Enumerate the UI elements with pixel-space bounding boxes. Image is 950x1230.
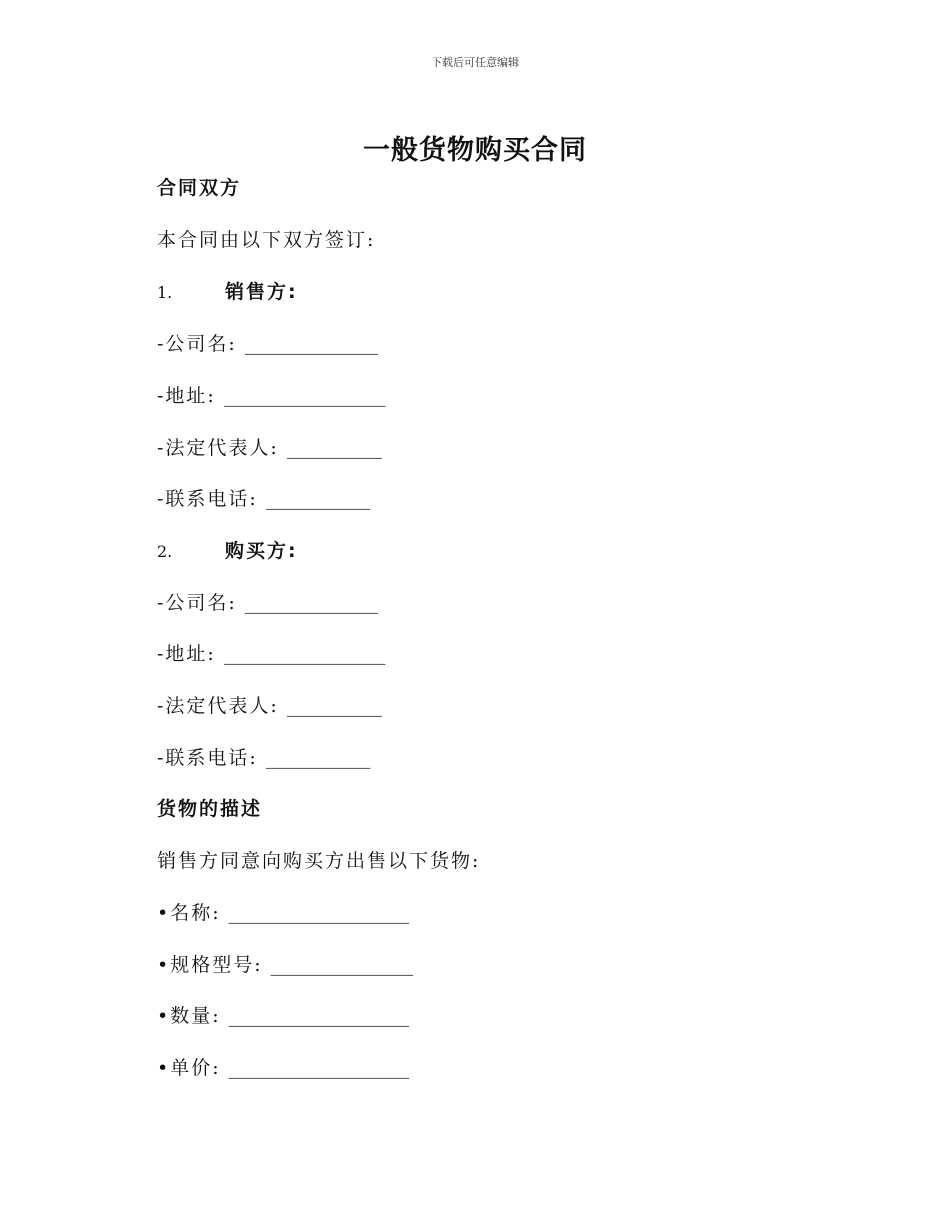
field-label: -法定代表人:: [157, 695, 279, 717]
buyer-field-legal-rep: [157, 694, 382, 718]
goods-intro: 销售方同意向购买方出售以下货物:: [157, 850, 481, 872]
document-title: 一般货物购买合同: [363, 135, 587, 166]
fill-in-blank[interactable]: ___________________: [228, 902, 410, 924]
seller-field-company: [157, 332, 378, 356]
section-heading-goods: 货物的描述: [157, 798, 263, 820]
field-label: -地址:: [157, 643, 216, 665]
parties-intro: 本合同由以下双方签订:: [157, 229, 376, 251]
field-label: -联系电话:: [157, 488, 258, 510]
field-label: •数量:: [157, 1005, 221, 1027]
seller-heading: [157, 280, 298, 305]
fill-in-blank[interactable]: ___________: [265, 747, 371, 769]
fill-in-blank[interactable]: _________________: [223, 385, 386, 407]
field-label: •单价:: [157, 1057, 221, 1079]
fill-in-blank[interactable]: ______________: [244, 592, 378, 614]
fill-in-blank[interactable]: ___________________: [228, 1005, 410, 1027]
buyer-field-phone: [157, 746, 370, 770]
field-label: -公司名:: [157, 333, 237, 355]
field-label: -联系电话:: [157, 747, 258, 769]
field-label: -法定代表人:: [157, 437, 279, 459]
seller-field-address: [157, 384, 385, 408]
buyer-number: 2.: [157, 542, 173, 561]
field-label: •规格型号:: [157, 954, 263, 976]
seller-field-phone: [157, 487, 370, 511]
fill-in-blank[interactable]: ______________: [244, 333, 378, 355]
fill-in-blank[interactable]: _________________: [223, 643, 386, 665]
field-label: -地址:: [157, 385, 216, 407]
field-label: -公司名:: [157, 592, 237, 614]
section-heading-parties: 合同双方: [157, 177, 242, 199]
buyer-label: 购买方:: [225, 540, 298, 562]
buyer-field-address: [157, 642, 385, 666]
fill-in-blank[interactable]: ___________________: [228, 1057, 410, 1079]
page-header: 下载后可任意编辑: [431, 56, 519, 69]
goods-field-spec: [157, 953, 413, 977]
seller-field-legal-rep: [157, 436, 382, 460]
fill-in-blank[interactable]: __________: [286, 437, 382, 459]
fill-in-blank[interactable]: __________: [286, 695, 382, 717]
buyer-heading: [157, 539, 298, 564]
fill-in-blank[interactable]: ___________: [265, 488, 371, 510]
buyer-field-company: [157, 591, 378, 615]
field-label: •名称:: [157, 902, 221, 924]
goods-field-name: [157, 901, 409, 925]
goods-field-quantity: [157, 1004, 409, 1028]
goods-field-unit-price: [157, 1056, 409, 1080]
seller-label: 销售方:: [225, 281, 298, 303]
fill-in-blank[interactable]: _______________: [270, 954, 414, 976]
seller-number: 1.: [157, 283, 173, 302]
